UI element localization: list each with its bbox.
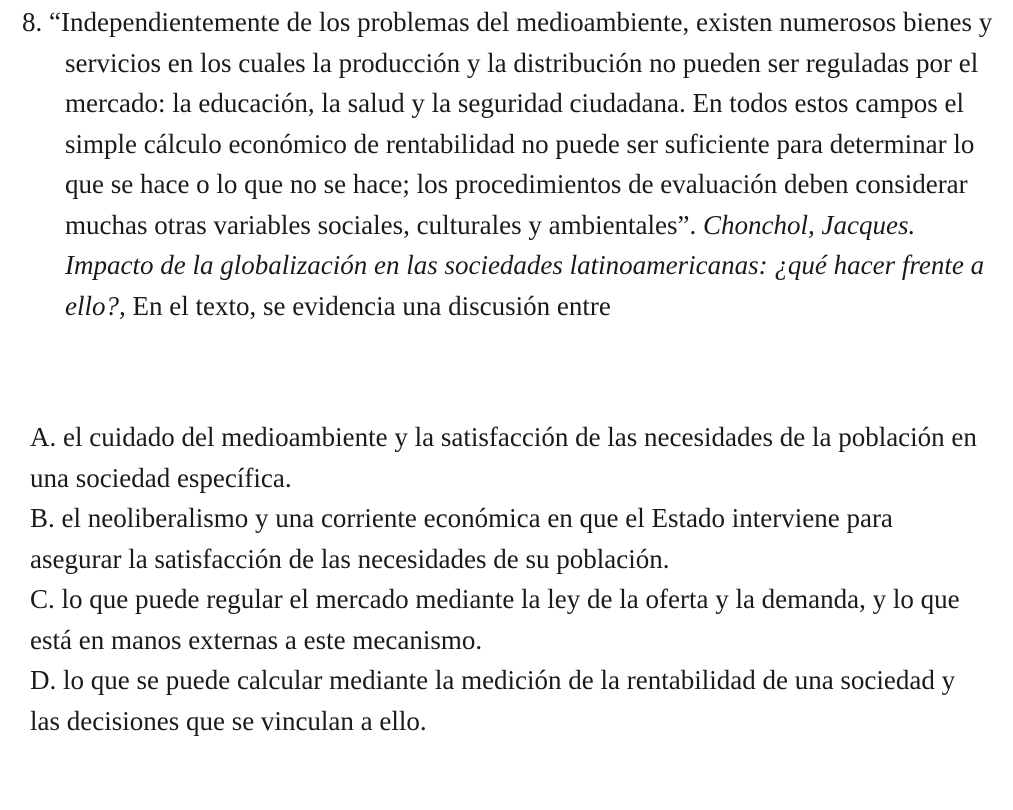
option-c[interactable] [30,579,990,660]
option-text: lo que se puede calcular mediante la medición de la rentabilidad de una sociedad y las decisiones que se vinculan a ello. [30,665,956,736]
answer-options [30,417,990,741]
question-prompt: En el texto, se evidencia una discusión entre [132,290,611,321]
option-letter: A. [30,422,57,452]
option-b[interactable] [30,498,990,579]
option-letter: D. [30,665,57,695]
question-citation: Chonchol, Jacques. Impacto de la globalización en las sociedades latinoamericanas: ¿qué hacer frente a ello?, [65,209,985,321]
option-letter: B. [30,503,55,533]
option-letter: C. [30,584,55,614]
question-quote: “Independientemente de los problemas del medioambiente, existen numerosos bienes y servicios en los cuales la producción y la distribución no pueden ser reguladas por el mercado: la educación, la salud y la seguridad ciudadana. En todos estos campos el simple cálculo económico de rentabilidad no puede ser suficiente para determinar lo que se hace o lo que no se hace; los procedimientos de evaluación deben considerar muchas otras variables sociales, culturales y ambientales”. [49,7,993,240]
option-a[interactable] [30,417,990,498]
question-stem [22,2,997,326]
option-text: lo que puede regular el mercado mediante la ley de la oferta y la demanda, y lo que está en manos externas a este mecanismo. [30,584,960,655]
option-text: el cuidado del medioambiente y la satisfacción de las necesidades de la población en una sociedad específica. [30,422,977,493]
option-d[interactable] [30,660,990,741]
question-number: 8. [22,7,43,37]
option-text: el neoliberalismo y una corriente económica en que el Estado interviene para asegurar la satisfacción de las necesidades de su población. [30,503,893,574]
